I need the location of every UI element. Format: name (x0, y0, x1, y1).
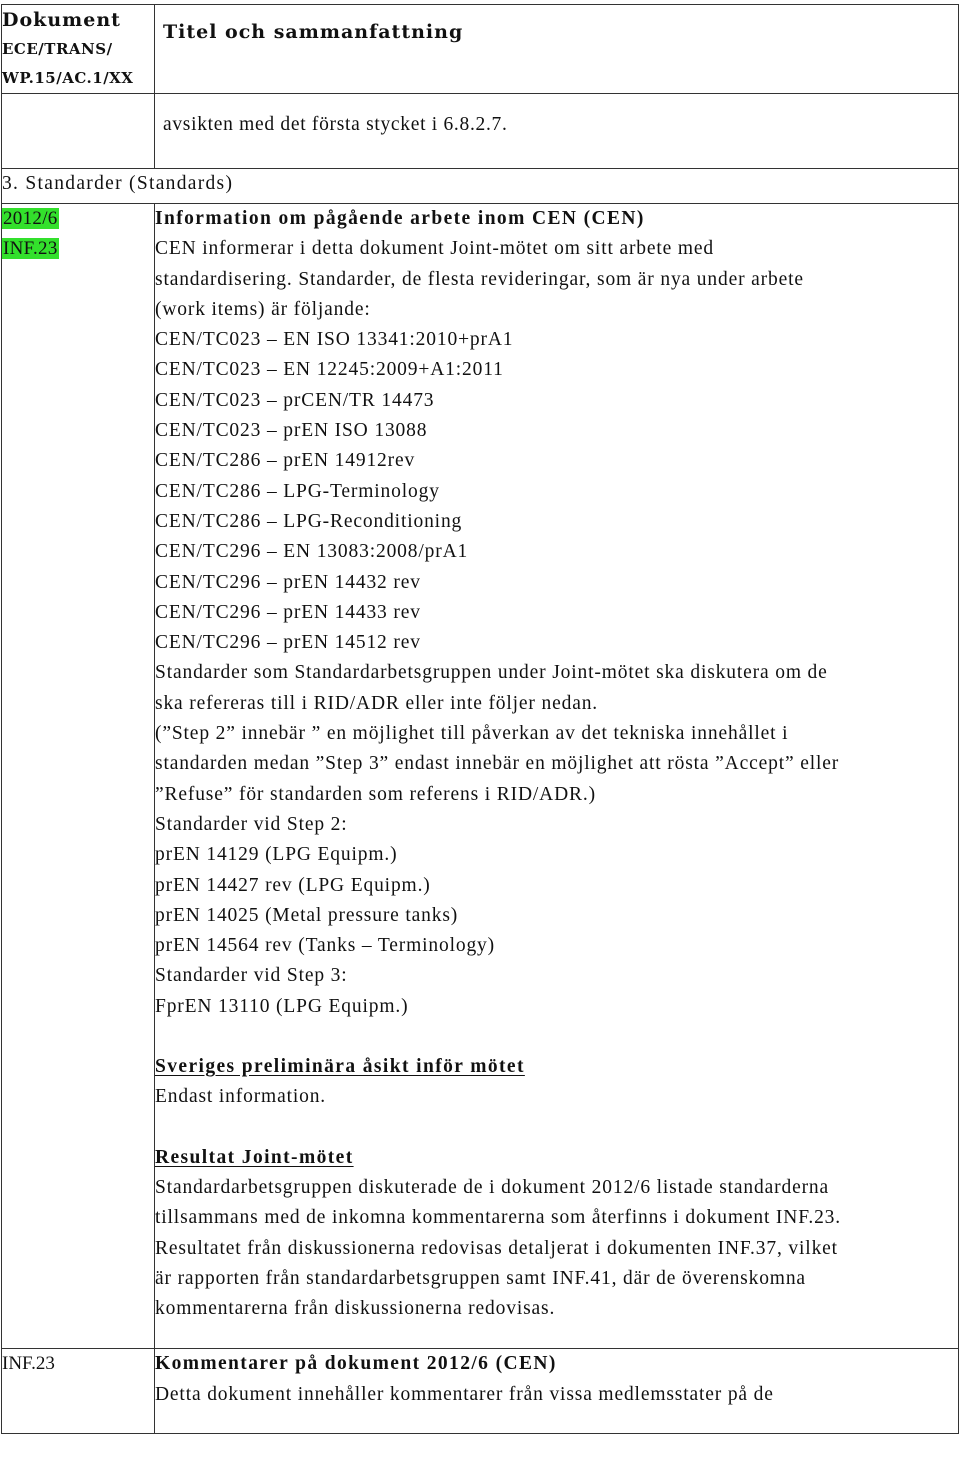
section-heading: 3. Standarder (Standards) (2, 169, 959, 204)
step2-item: prEN 14025 (Metal pressure tanks) (155, 904, 459, 926)
entry-line: ska refereras till i RID/ADR eller inte följer nedan. (155, 692, 599, 714)
standard-item: CEN/TC023 – EN ISO 13341:2010+prA1 (155, 329, 514, 351)
entry-row (2, 204, 959, 1349)
opinion-heading: Sveriges preliminära åsikt inför mötet (155, 1056, 525, 1078)
next-entry-text: Detta dokument innehåller kommentarer från vissa medlemsstater på de (155, 1383, 774, 1405)
standard-item: CEN/TC286 – prEN 14912rev (155, 450, 416, 472)
standard-item: CEN/TC023 – EN 12245:2009+A1:2011 (155, 359, 504, 381)
continuation-text-cell (155, 94, 959, 169)
step3-heading: Standarder vid Step 3: (155, 965, 348, 987)
continuation-ref-cell (2, 94, 155, 169)
header-title: Titel och sammanfattning (163, 21, 464, 43)
entry-line: CEN informerar i detta dokument Joint-mötet om sitt arbete med (155, 238, 715, 260)
entry-line: ”Refuse” för standarden som referens i RID/ADR.) (155, 783, 596, 805)
entry-line: (”Step 2” innebär ” en möjlighet till påverkan av det tekniska innehållet i (155, 723, 789, 745)
next-entry-ref: INF.23 (2, 1349, 155, 1434)
result-line: tillsammans med de inkomna kommentarerna som återfinns i dokument INF.23. (155, 1207, 841, 1229)
continuation-text: avsikten med det första stycket i 6.8.2.7. (163, 114, 508, 135)
header-doc-label: Dokument (2, 9, 121, 31)
next-entry-row (2, 1349, 959, 1434)
step3-item: FprEN 13110 (LPG Equipm.) (155, 995, 409, 1017)
entry-ref-2012-6: 2012/6 (3, 208, 58, 229)
result-line: Resultatet från diskussionerna redovisas detaljerat i dokumenten INF.37, vilket (155, 1237, 838, 1259)
continuation-row (2, 94, 959, 169)
entry-ref-cell (2, 204, 155, 1349)
next-entry-body-cell (155, 1349, 959, 1434)
entry-title: Information om pågående arbete inom CEN (CEN) (155, 208, 645, 229)
standard-item: CEN/TC023 – prEN ISO 13088 (155, 420, 428, 442)
standard-item: CEN/TC296 – prEN 14512 rev (155, 632, 421, 654)
header-row (2, 5, 959, 94)
entry-line: standardisering. Standarder, de flesta revideringar, som är nya under arbete (155, 268, 804, 290)
entry-line: (work items) är följande: (155, 298, 371, 320)
next-entry-title: Kommentarer på dokument 2012/6 (CEN) (155, 1353, 557, 1375)
header-doc-cell (2, 5, 155, 94)
entry-line: Standarder som Standardarbetsgruppen under Joint-mötet ska diskutera om de (155, 662, 828, 684)
header-title-cell (155, 5, 959, 94)
standard-item: CEN/TC286 – LPG-Reconditioning (155, 510, 463, 532)
step2-item: prEN 14427 rev (LPG Equipm.) (155, 874, 431, 896)
result-heading: Resultat Joint-mötet (155, 1146, 354, 1168)
step2-heading: Standarder vid Step 2: (155, 813, 348, 835)
step2-item: prEN 14564 rev (Tanks – Terminology) (155, 935, 495, 957)
header-doc-code-1: ECE/TRANS/ (2, 40, 113, 58)
opinion-text: Endast information. (155, 1086, 327, 1108)
entry-line: standarden medan ”Step 3” endast innebär en möjlighet att rösta ”Accept” eller (155, 753, 840, 775)
standard-item: CEN/TC286 – LPG-Terminology (155, 480, 440, 502)
document-table (1, 4, 959, 1434)
result-line: Standardarbetsgruppen diskuterade de i dokument 2012/6 listade standarderna (155, 1176, 830, 1198)
header-doc-code-2: WP.15/AC.1/XX (2, 69, 134, 87)
result-line: är rapporten från standardarbetsgruppen samt INF.41, där de överenskomna (155, 1267, 806, 1289)
standard-item: CEN/TC296 – prEN 14433 rev (155, 601, 421, 623)
entry-body-cell (155, 204, 959, 1349)
standard-item: CEN/TC296 – prEN 14432 rev (155, 571, 421, 593)
section-row (2, 169, 959, 204)
step2-item: prEN 14129 (LPG Equipm.) (155, 844, 398, 866)
result-line: kommentarerna från diskussionerna redovisas. (155, 1298, 556, 1320)
standard-item: CEN/TC023 – prCEN/TR 14473 (155, 389, 435, 411)
entry-ref-inf23: INF.23 (3, 238, 58, 259)
standard-item: CEN/TC296 – EN 13083:2008/prA1 (155, 541, 469, 563)
